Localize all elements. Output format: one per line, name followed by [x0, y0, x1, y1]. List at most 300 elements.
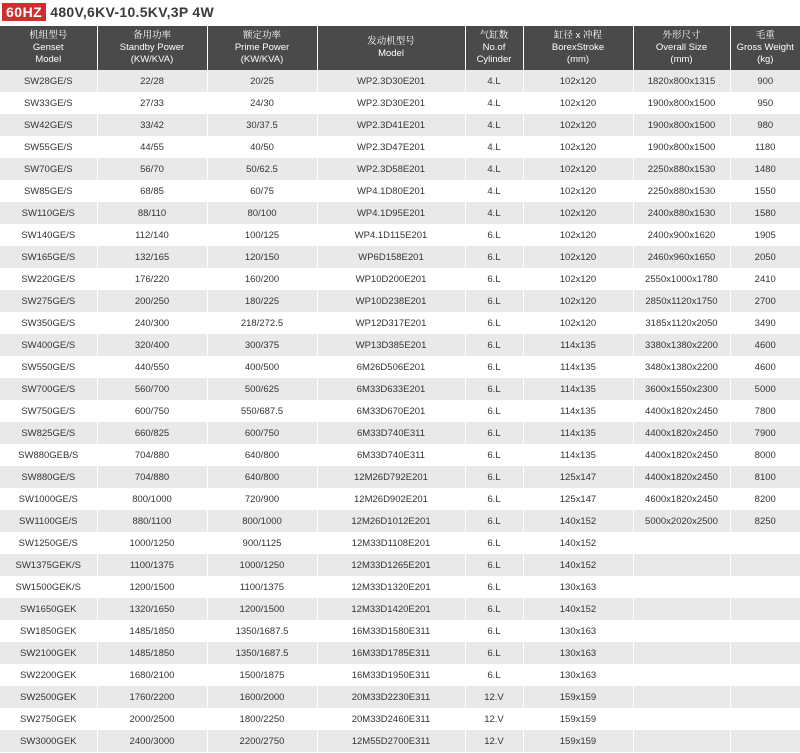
- cell-genset-model: SW70GE/S: [0, 158, 97, 180]
- cell-bore-stroke: 102x120: [523, 246, 633, 268]
- cell-standby-power: 320/400: [97, 334, 207, 356]
- cell-engine-model: 16M33D1950E311: [317, 664, 465, 686]
- cell-engine-model: 12M55D2700E311: [317, 730, 465, 752]
- cell-standby-power: 2400/3000: [97, 730, 207, 752]
- cell-gross-weight: [730, 576, 800, 598]
- cell-bore-stroke: 102x120: [523, 92, 633, 114]
- cell-standby-power: 44/55: [97, 136, 207, 158]
- column-header-line: (KW/KVA): [130, 54, 174, 65]
- cell-cylinder: 6.L: [465, 598, 523, 620]
- cell-overall-size: [633, 598, 730, 620]
- column-header-line: Model: [35, 54, 62, 65]
- cell-cylinder: 4.L: [465, 136, 523, 158]
- table-row: [0, 92, 800, 114]
- cell-gross-weight: 2050: [730, 246, 800, 268]
- cell-cylinder: 12.V: [465, 686, 523, 708]
- column-header-line: BorexStroke: [551, 42, 605, 53]
- cell-gross-weight: 1180: [730, 136, 800, 158]
- cell-overall-size: 2250x880x1530: [633, 180, 730, 202]
- cell-overall-size: 2400x900x1620: [633, 224, 730, 246]
- cell-overall-size: 5000x2020x2500: [633, 510, 730, 532]
- cell-prime-power: 600/750: [207, 422, 317, 444]
- cell-standby-power: 440/550: [97, 356, 207, 378]
- cell-prime-power: 160/200: [207, 268, 317, 290]
- cell-gross-weight: 1480: [730, 158, 800, 180]
- cell-engine-model: WP2.3D58E201: [317, 158, 465, 180]
- cell-bore-stroke: 102x120: [523, 158, 633, 180]
- table-row: [0, 400, 800, 422]
- cell-overall-size: 2400x880x1530: [633, 202, 730, 224]
- cell-overall-size: 2460x960x1650: [633, 246, 730, 268]
- cell-prime-power: 24/30: [207, 92, 317, 114]
- cell-genset-model: SW550GE/S: [0, 356, 97, 378]
- cell-overall-size: 3185x1120x2050: [633, 312, 730, 334]
- cell-standby-power: 800/1000: [97, 488, 207, 510]
- table-row: [0, 422, 800, 444]
- cell-prime-power: 500/625: [207, 378, 317, 400]
- cell-engine-model: WP2.3D47E201: [317, 136, 465, 158]
- cell-engine-model: 20M33D2230E311: [317, 686, 465, 708]
- title-bar: [0, 0, 800, 24]
- table-row: [0, 246, 800, 268]
- cell-overall-size: 1900x800x1500: [633, 114, 730, 136]
- cell-genset-model: SW400GE/S: [0, 334, 97, 356]
- column-header-line: Gross Weight: [736, 42, 794, 53]
- cell-cylinder: 6.L: [465, 224, 523, 246]
- cell-standby-power: 704/880: [97, 444, 207, 466]
- column-header-line: Model: [378, 48, 404, 59]
- cell-bore-stroke: 102x120: [523, 70, 633, 92]
- table-row: [0, 136, 800, 158]
- column-header-cylinder: [465, 26, 523, 70]
- cell-genset-model: SW350GE/S: [0, 312, 97, 334]
- cell-bore-stroke: 125x147: [523, 488, 633, 510]
- cell-genset-model: SW1850GEK: [0, 620, 97, 642]
- cell-bore-stroke: 114x135: [523, 378, 633, 400]
- column-header-engine-model: [317, 26, 465, 70]
- cell-engine-model: WP10D200E201: [317, 268, 465, 290]
- table-row: [0, 334, 800, 356]
- cell-overall-size: 3380x1380x2200: [633, 334, 730, 356]
- cell-gross-weight: 8100: [730, 466, 800, 488]
- cell-bore-stroke: 102x120: [523, 202, 633, 224]
- cell-cylinder: 6.L: [465, 620, 523, 642]
- cell-prime-power: 50/62.5: [207, 158, 317, 180]
- cell-genset-model: SW2100GEK: [0, 642, 97, 664]
- cell-bore-stroke: 114x135: [523, 356, 633, 378]
- cell-engine-model: 12M26D1012E201: [317, 510, 465, 532]
- cell-prime-power: 1100/1375: [207, 576, 317, 598]
- cell-engine-model: WP2.3D30E201: [317, 70, 465, 92]
- table-row: [0, 730, 800, 752]
- cell-cylinder: 12.V: [465, 708, 523, 730]
- cell-overall-size: 1900x800x1500: [633, 136, 730, 158]
- column-header-line: Prime Power: [234, 42, 290, 53]
- cell-prime-power: 40/50: [207, 136, 317, 158]
- table-header-row: [0, 26, 800, 70]
- cell-gross-weight: 980: [730, 114, 800, 136]
- cell-engine-model: 12M33D1320E201: [317, 576, 465, 598]
- cell-standby-power: 560/700: [97, 378, 207, 400]
- cell-engine-model: WP6D158E201: [317, 246, 465, 268]
- cell-standby-power: 240/300: [97, 312, 207, 334]
- cell-prime-power: 218/272.5: [207, 312, 317, 334]
- column-header-line: 发动机型号: [367, 36, 415, 47]
- cell-gross-weight: [730, 620, 800, 642]
- cell-bore-stroke: 130x163: [523, 642, 633, 664]
- cell-genset-model: SW750GE/S: [0, 400, 97, 422]
- cell-cylinder: 6.L: [465, 378, 523, 400]
- table-row: [0, 356, 800, 378]
- cell-genset-model: SW42GE/S: [0, 114, 97, 136]
- cell-prime-power: 20/25: [207, 70, 317, 92]
- column-header-line: 额定功率: [242, 30, 281, 41]
- cell-genset-model: SW1100GE/S: [0, 510, 97, 532]
- cell-genset-model: SW85GE/S: [0, 180, 97, 202]
- cell-overall-size: 2550x1000x1780: [633, 268, 730, 290]
- column-header-line: 毛重: [755, 30, 775, 41]
- table-row: [0, 510, 800, 532]
- cell-bore-stroke: 114x135: [523, 422, 633, 444]
- cell-genset-model: SW220GE/S: [0, 268, 97, 290]
- cell-prime-power: 1350/1687.5: [207, 620, 317, 642]
- cell-gross-weight: [730, 708, 800, 730]
- cell-overall-size: [633, 664, 730, 686]
- cell-gross-weight: 8250: [730, 510, 800, 532]
- cell-bore-stroke: 102x120: [523, 290, 633, 312]
- cell-genset-model: SW165GE/S: [0, 246, 97, 268]
- column-header-line: 外形尺寸: [662, 30, 701, 41]
- cell-cylinder: 6.L: [465, 664, 523, 686]
- cell-genset-model: SW1000GE/S: [0, 488, 97, 510]
- cell-engine-model: WP2.3D30E201: [317, 92, 465, 114]
- cell-gross-weight: [730, 730, 800, 752]
- cell-gross-weight: [730, 598, 800, 620]
- cell-standby-power: 660/825: [97, 422, 207, 444]
- table-row: [0, 70, 800, 92]
- table-row: [0, 664, 800, 686]
- cell-cylinder: 4.L: [465, 114, 523, 136]
- cell-engine-model: WP12D317E201: [317, 312, 465, 334]
- cell-genset-model: SW825GE/S: [0, 422, 97, 444]
- column-header-line: 备用功率: [132, 30, 171, 41]
- cell-overall-size: 2850x1120x1750: [633, 290, 730, 312]
- cell-prime-power: 1000/1250: [207, 554, 317, 576]
- cell-cylinder: 6.L: [465, 466, 523, 488]
- cell-cylinder: 6.L: [465, 246, 523, 268]
- column-header-line: (mm): [566, 54, 590, 65]
- table-row: [0, 312, 800, 334]
- cell-overall-size: [633, 532, 730, 554]
- cell-prime-power: 1600/2000: [207, 686, 317, 708]
- cell-genset-model: SW1500GEK/S: [0, 576, 97, 598]
- cell-bore-stroke: 102x120: [523, 268, 633, 290]
- table-row: [0, 114, 800, 136]
- cell-overall-size: 3480x1380x2200: [633, 356, 730, 378]
- cell-overall-size: 4400x1820x2450: [633, 444, 730, 466]
- cell-bore-stroke: 159x159: [523, 730, 633, 752]
- cell-prime-power: 1200/1500: [207, 598, 317, 620]
- cell-cylinder: 6.L: [465, 312, 523, 334]
- cell-overall-size: [633, 642, 730, 664]
- cell-prime-power: 1350/1687.5: [207, 642, 317, 664]
- cell-overall-size: 3600x1550x2300: [633, 378, 730, 400]
- cell-prime-power: 30/37.5: [207, 114, 317, 136]
- cell-gross-weight: 4600: [730, 334, 800, 356]
- column-header-line: Genset: [32, 42, 64, 53]
- cell-overall-size: 2250x880x1530: [633, 158, 730, 180]
- column-header-line: (mm): [670, 54, 693, 65]
- cell-gross-weight: 8200: [730, 488, 800, 510]
- cell-standby-power: 176/220: [97, 268, 207, 290]
- cell-standby-power: 1100/1375: [97, 554, 207, 576]
- table-row: [0, 686, 800, 708]
- cell-gross-weight: 7800: [730, 400, 800, 422]
- cell-cylinder: 4.L: [465, 158, 523, 180]
- cell-cylinder: 6.L: [465, 422, 523, 444]
- cell-gross-weight: 3490: [730, 312, 800, 334]
- cell-engine-model: 6M26D506E201: [317, 356, 465, 378]
- column-header-gross-weight: [730, 26, 800, 70]
- table-row: [0, 224, 800, 246]
- cell-genset-model: SW55GE/S: [0, 136, 97, 158]
- cell-gross-weight: 4600: [730, 356, 800, 378]
- cell-bore-stroke: 140x152: [523, 532, 633, 554]
- cell-standby-power: 1485/1850: [97, 642, 207, 664]
- cell-bore-stroke: 125x147: [523, 466, 633, 488]
- cell-prime-power: 120/150: [207, 246, 317, 268]
- cell-gross-weight: [730, 532, 800, 554]
- cell-engine-model: 6M33D633E201: [317, 378, 465, 400]
- cell-bore-stroke: 140x152: [523, 554, 633, 576]
- cell-overall-size: [633, 708, 730, 730]
- cell-overall-size: [633, 576, 730, 598]
- cell-gross-weight: 1550: [730, 180, 800, 202]
- table-row: [0, 554, 800, 576]
- table-row: [0, 268, 800, 290]
- cell-cylinder: 6.L: [465, 400, 523, 422]
- cell-engine-model: 6M33D670E201: [317, 400, 465, 422]
- cell-standby-power: 600/750: [97, 400, 207, 422]
- table-row: [0, 708, 800, 730]
- cell-cylinder: 6.L: [465, 334, 523, 356]
- cell-engine-model: WP4.1D115E201: [317, 224, 465, 246]
- cell-cylinder: 6.L: [465, 488, 523, 510]
- cell-engine-model: 16M33D1580E311: [317, 620, 465, 642]
- cell-gross-weight: 5000: [730, 378, 800, 400]
- cell-prime-power: 2200/2750: [207, 730, 317, 752]
- cell-prime-power: 800/1000: [207, 510, 317, 532]
- cell-engine-model: 6M33D740E311: [317, 444, 465, 466]
- cell-gross-weight: 1905: [730, 224, 800, 246]
- cell-cylinder: 4.L: [465, 202, 523, 224]
- cell-cylinder: 6.L: [465, 290, 523, 312]
- cell-bore-stroke: 140x152: [523, 598, 633, 620]
- table-row: [0, 532, 800, 554]
- cell-bore-stroke: 102x120: [523, 312, 633, 334]
- cell-genset-model: SW33GE/S: [0, 92, 97, 114]
- table-row: [0, 202, 800, 224]
- cell-engine-model: 12M33D1108E201: [317, 532, 465, 554]
- table-row: [0, 378, 800, 400]
- cell-genset-model: SW110GE/S: [0, 202, 97, 224]
- cell-standby-power: 56/70: [97, 158, 207, 180]
- column-header-line: 机组型号: [29, 30, 68, 41]
- table-row: [0, 158, 800, 180]
- cell-prime-power: 100/125: [207, 224, 317, 246]
- cell-cylinder: 6.L: [465, 532, 523, 554]
- column-header-genset-model: [0, 26, 97, 70]
- cell-engine-model: WP13D385E201: [317, 334, 465, 356]
- column-header-prime-power: [207, 26, 317, 70]
- cell-genset-model: SW140GE/S: [0, 224, 97, 246]
- cell-overall-size: [633, 620, 730, 642]
- cell-standby-power: 27/33: [97, 92, 207, 114]
- cell-overall-size: [633, 686, 730, 708]
- cell-bore-stroke: 102x120: [523, 114, 633, 136]
- cell-prime-power: 180/225: [207, 290, 317, 312]
- cell-prime-power: 300/375: [207, 334, 317, 356]
- cell-bore-stroke: 102x120: [523, 180, 633, 202]
- cell-prime-power: 1500/1875: [207, 664, 317, 686]
- cell-bore-stroke: 114x135: [523, 400, 633, 422]
- cell-standby-power: 88/110: [97, 202, 207, 224]
- cell-prime-power: 640/800: [207, 444, 317, 466]
- cell-standby-power: 68/85: [97, 180, 207, 202]
- cell-standby-power: 33/42: [97, 114, 207, 136]
- cell-prime-power: 80/100: [207, 202, 317, 224]
- cell-gross-weight: 1580: [730, 202, 800, 224]
- cell-cylinder: 6.L: [465, 510, 523, 532]
- cell-genset-model: SW2750GEK: [0, 708, 97, 730]
- cell-standby-power: 1000/1250: [97, 532, 207, 554]
- cell-cylinder: 6.L: [465, 444, 523, 466]
- cell-engine-model: 12M33D1420E201: [317, 598, 465, 620]
- cell-engine-model: 20M33D2460E311: [317, 708, 465, 730]
- column-header-overall-size: [633, 26, 730, 70]
- cell-engine-model: WP4.1D80E201: [317, 180, 465, 202]
- column-header-line: (kg): [757, 54, 774, 65]
- cell-standby-power: 1760/2200: [97, 686, 207, 708]
- cell-prime-power: 1800/2250: [207, 708, 317, 730]
- cell-gross-weight: 2700: [730, 290, 800, 312]
- cell-overall-size: [633, 554, 730, 576]
- cell-genset-model: SW1375GEK/S: [0, 554, 97, 576]
- cell-standby-power: 1200/1500: [97, 576, 207, 598]
- cell-engine-model: WP10D238E201: [317, 290, 465, 312]
- cell-engine-model: 12M33D1265E201: [317, 554, 465, 576]
- cell-cylinder: 4.L: [465, 180, 523, 202]
- cell-bore-stroke: 130x163: [523, 576, 633, 598]
- cell-standby-power: 1680/2100: [97, 664, 207, 686]
- cell-genset-model: SW2200GEK: [0, 664, 97, 686]
- cell-gross-weight: 2410: [730, 268, 800, 290]
- cell-genset-model: SW880GE/S: [0, 466, 97, 488]
- cell-genset-model: SW3000GEK: [0, 730, 97, 752]
- cell-gross-weight: 950: [730, 92, 800, 114]
- cell-standby-power: 112/140: [97, 224, 207, 246]
- cell-bore-stroke: 114x135: [523, 444, 633, 466]
- cell-gross-weight: 7900: [730, 422, 800, 444]
- cell-genset-model: SW28GE/S: [0, 70, 97, 92]
- table-row: [0, 642, 800, 664]
- column-header-line: Cylinder: [476, 54, 512, 65]
- cell-genset-model: SW275GE/S: [0, 290, 97, 312]
- cell-overall-size: 1820x800x1315: [633, 70, 730, 92]
- cell-prime-power: 720/900: [207, 488, 317, 510]
- cell-standby-power: 1485/1850: [97, 620, 207, 642]
- cell-engine-model: WP2.3D41E201: [317, 114, 465, 136]
- table-row: [0, 466, 800, 488]
- cell-bore-stroke: 130x163: [523, 664, 633, 686]
- cell-genset-model: SW700GE/S: [0, 378, 97, 400]
- table-row: [0, 576, 800, 598]
- cell-prime-power: 640/800: [207, 466, 317, 488]
- cell-standby-power: 200/250: [97, 290, 207, 312]
- cell-standby-power: 132/165: [97, 246, 207, 268]
- table-row: [0, 598, 800, 620]
- cell-engine-model: 12M26D902E201: [317, 488, 465, 510]
- column-header-line: Standby Power: [119, 42, 185, 53]
- cell-bore-stroke: 159x159: [523, 686, 633, 708]
- cell-overall-size: [633, 730, 730, 752]
- column-header-line: 缸径 x 冲程: [553, 30, 603, 41]
- cell-bore-stroke: 159x159: [523, 708, 633, 730]
- table-row: [0, 444, 800, 466]
- cell-overall-size: 4600x1820x2450: [633, 488, 730, 510]
- cell-bore-stroke: 130x163: [523, 620, 633, 642]
- column-header-line: No.of: [482, 42, 506, 53]
- cell-engine-model: 6M33D740E311: [317, 422, 465, 444]
- cell-prime-power: 60/75: [207, 180, 317, 202]
- cell-cylinder: 4.L: [465, 70, 523, 92]
- cell-gross-weight: 900: [730, 70, 800, 92]
- column-header-line: 气缸数: [479, 30, 509, 41]
- cell-gross-weight: [730, 686, 800, 708]
- cell-cylinder: 4.L: [465, 92, 523, 114]
- voltage-spec: 480V,6KV-10.5KV,3P 4W: [50, 4, 215, 20]
- cell-engine-model: WP4.1D95E201: [317, 202, 465, 224]
- table-body: [0, 70, 800, 752]
- genset-spec-table: [0, 26, 800, 752]
- frequency-badge: 60HZ: [2, 3, 46, 21]
- cell-gross-weight: [730, 664, 800, 686]
- table-row: [0, 180, 800, 202]
- cell-gross-weight: [730, 554, 800, 576]
- cell-cylinder: 6.L: [465, 554, 523, 576]
- cell-prime-power: 550/687.5: [207, 400, 317, 422]
- cell-gross-weight: 8000: [730, 444, 800, 466]
- cell-cylinder: 6.L: [465, 356, 523, 378]
- cell-overall-size: 4400x1820x2450: [633, 422, 730, 444]
- cell-cylinder: 6.L: [465, 268, 523, 290]
- cell-cylinder: 6.L: [465, 642, 523, 664]
- column-header-bore-stroke: [523, 26, 633, 70]
- cell-engine-model: 12M26D792E201: [317, 466, 465, 488]
- cell-standby-power: 2000/2500: [97, 708, 207, 730]
- cell-genset-model: SW1250GE/S: [0, 532, 97, 554]
- cell-genset-model: SW1650GEK: [0, 598, 97, 620]
- table-row: [0, 620, 800, 642]
- cell-cylinder: 12.V: [465, 730, 523, 752]
- cell-cylinder: 6.L: [465, 576, 523, 598]
- table-row: [0, 290, 800, 312]
- cell-bore-stroke: 114x135: [523, 334, 633, 356]
- cell-genset-model: SW2500GEK: [0, 686, 97, 708]
- cell-bore-stroke: 140x152: [523, 510, 633, 532]
- cell-standby-power: 704/880: [97, 466, 207, 488]
- cell-overall-size: 1900x800x1500: [633, 92, 730, 114]
